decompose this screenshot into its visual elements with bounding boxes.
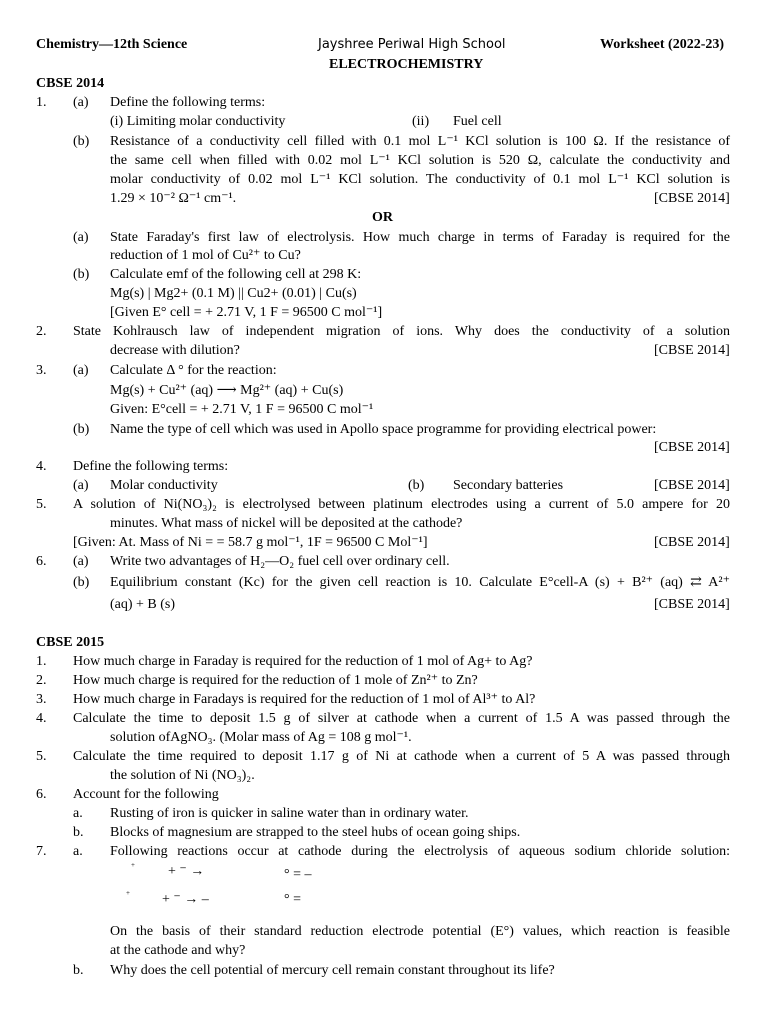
- q-part-label: (b): [73, 267, 90, 282]
- q-number: 4.: [36, 711, 47, 726]
- q-part-label: (b): [408, 478, 425, 493]
- q-text: Equilibrium constant (Kc) for the given cell reaction is 10. Calculate E°cell-A (s) + B²⁺ (aq) ⇄ A²⁺: [110, 575, 730, 590]
- q-text: Why does the cell potential of mercury cell remain constant throughout its life?: [110, 963, 555, 978]
- q-text: solution ofAgNO₃. (Molar mass of Ag = 108 g mol⁻¹.: [110, 730, 412, 745]
- q-text: Name the type of cell which was used in Apollo space programme for providing electrical power:: [110, 422, 657, 437]
- q-text: (aq) + B (s): [110, 597, 176, 612]
- q-text: Secondary batteries: [453, 478, 564, 493]
- q-text: How much charge is required for the reduction of 1 mole of Zn²⁺ to Zn?: [73, 673, 478, 688]
- q-part-label: (b): [73, 134, 90, 149]
- q-part-label: b.: [73, 963, 84, 978]
- q-text: Write two advantages of H₂—O₂ fuel cell over ordinary cell.: [110, 554, 450, 569]
- q-text: Calculate the time to deposit 1.5 g of silver at cathode when a current of 1.5 A was passed through the: [73, 711, 730, 726]
- q-text: How much charge in Faraday is required for the reduction of 1 mol of Ag+ to Ag?: [73, 654, 533, 669]
- q-number: 3.: [36, 363, 47, 378]
- cell-notation: Mg(s) | Mg2+ (0.1 M) || Cu2+ (0.01) | Cu(s): [110, 286, 357, 301]
- q-text: Calculate emf of the following cell at 298 K:: [110, 267, 362, 282]
- q-text: State Faraday's first law of electrolysis. How much charge in terms of Faraday is required for the: [110, 230, 730, 245]
- q-part-label: a.: [73, 806, 83, 821]
- q-text: the same cell when filled with 0.02 mol L⁻¹ KCl solution is 520 Ω, calculate the conductivity and: [110, 153, 730, 168]
- source-tag: [CBSE 2014]: [654, 535, 730, 550]
- q-subpart: (i) Limiting molar conductivity: [110, 114, 286, 129]
- q-text: State Kohlrausch law of independent migration of ions. Why does the conductivity of a solution: [73, 324, 730, 339]
- q-text: Define the following terms:: [110, 95, 266, 110]
- reaction-equation: Mg(s) + Cu²⁺ (aq) ⟶ Mg²⁺ (aq) + Cu(s): [110, 383, 344, 398]
- q-number: 2.: [36, 673, 47, 688]
- q-text: 1.29 × 10⁻² Ω⁻¹ cm⁻¹.: [110, 191, 237, 206]
- q-part-label: a.: [73, 844, 83, 859]
- q-subpart: Fuel cell: [453, 114, 502, 129]
- q-text: How much charge in Faradays is required for the reduction of 1 mol of Al³⁺ to Al?: [73, 692, 536, 707]
- reaction-fragment: ° =: [284, 892, 301, 907]
- source-tag: [CBSE 2014]: [654, 191, 730, 206]
- q-part-label: (a): [73, 230, 89, 245]
- or-divider: OR: [372, 210, 393, 225]
- reaction-fragment: + ⁻ → –: [162, 892, 209, 907]
- q-text: Calculate Δ ° for the reaction:: [110, 363, 277, 378]
- q-given: Given: E°cell = + 2.71 V, 1 F = 96500 C mol⁻¹: [110, 402, 374, 417]
- q-number: 2.: [36, 324, 47, 339]
- q-text: A solution of Ni(NO₃)₂ is electrolysed between platinum electrodes using a current of 5.0 ampere for 20: [73, 497, 730, 512]
- q-text: Following reactions occur at cathode during the electrolysis of aqueous sodium chloride solution:: [110, 844, 730, 859]
- q-text: Calculate the time required to deposit 1.17 g of Ni at cathode when a current of 5 A was passed through: [73, 749, 730, 764]
- q-text: molar conductivity of 0.02 mol L⁻¹ KCl solution. The conductivity of 0.1 mol L⁻¹ KCl solution is: [110, 172, 730, 187]
- q-part-label: (b): [73, 575, 90, 590]
- section-heading-2014: CBSE 2014: [36, 76, 105, 91]
- q-part-label: (a): [73, 554, 89, 569]
- q-number: 1.: [36, 95, 47, 110]
- q-text: Account for the following: [73, 787, 219, 802]
- reaction-fragment: + ⁻ →: [168, 864, 205, 879]
- reaction-fragment: ° = –: [284, 867, 312, 882]
- source-tag: [CBSE 2014]: [654, 478, 730, 493]
- header-worksheet: Worksheet (2022-23): [600, 37, 725, 52]
- header-subject: Chemistry—12th Science: [36, 37, 188, 52]
- q-text: decrease with dilution?: [110, 343, 240, 358]
- q-number: 5.: [36, 749, 47, 764]
- q-number: 3.: [36, 692, 47, 707]
- section-heading-2015: CBSE 2015: [36, 635, 105, 650]
- q-text: Molar conductivity: [110, 478, 218, 493]
- q-text: minutes. What mass of nickel will be deposited at the cathode?: [110, 516, 463, 531]
- q-number: 6.: [36, 554, 47, 569]
- q-number: 4.: [36, 459, 47, 474]
- q-text: Resistance of a conductivity cell filled with 0.1 mol L⁻¹ KCl solution is 100 Ω. If the resistance of: [110, 134, 730, 149]
- q-number: 5.: [36, 497, 47, 512]
- source-tag: [CBSE 2014]: [654, 597, 730, 612]
- q-subpart-label: (ii): [412, 114, 430, 129]
- reaction-fragment: +: [126, 889, 130, 897]
- q-number: 6.: [36, 787, 47, 802]
- reaction-fragment: +: [131, 861, 135, 869]
- q-number: 7.: [36, 844, 47, 859]
- header-school: Jayshree Periwal High School: [318, 37, 506, 52]
- q-text: Define the following terms:: [73, 459, 229, 474]
- q-part-label: (a): [73, 478, 89, 493]
- q-part-label: (a): [73, 363, 89, 378]
- q-text: at the cathode and why?: [110, 943, 246, 958]
- source-tag: [CBSE 2014]: [654, 343, 730, 358]
- q-text: reduction of 1 mol of Cu²⁺ to Cu?: [110, 248, 301, 263]
- page-title: ELECTROCHEMISTRY: [329, 57, 484, 72]
- q-given: [Given E° cell = + 2.71 V, 1 F = 96500 C mol⁻¹]: [110, 305, 383, 320]
- q-part-label: (b): [73, 422, 90, 437]
- q-text: the solution of Ni (NO₃)₂.: [110, 768, 255, 783]
- q-number: 1.: [36, 654, 47, 669]
- q-text: Rusting of iron is quicker in saline water than in ordinary water.: [110, 806, 469, 821]
- q-text: On the basis of their standard reduction electrode potential (E°) values, which reaction is feasible: [110, 924, 730, 939]
- q-given: [Given: At. Mass of Ni = = 58.7 g mol⁻¹, 1F = 96500 C Mol⁻¹]: [73, 535, 428, 550]
- q-part-label: b.: [73, 825, 84, 840]
- source-tag: [CBSE 2014]: [654, 440, 730, 455]
- q-part-label: (a): [73, 95, 89, 110]
- q-text: Blocks of magnesium are strapped to the steel hubs of ocean going ships.: [110, 825, 521, 840]
